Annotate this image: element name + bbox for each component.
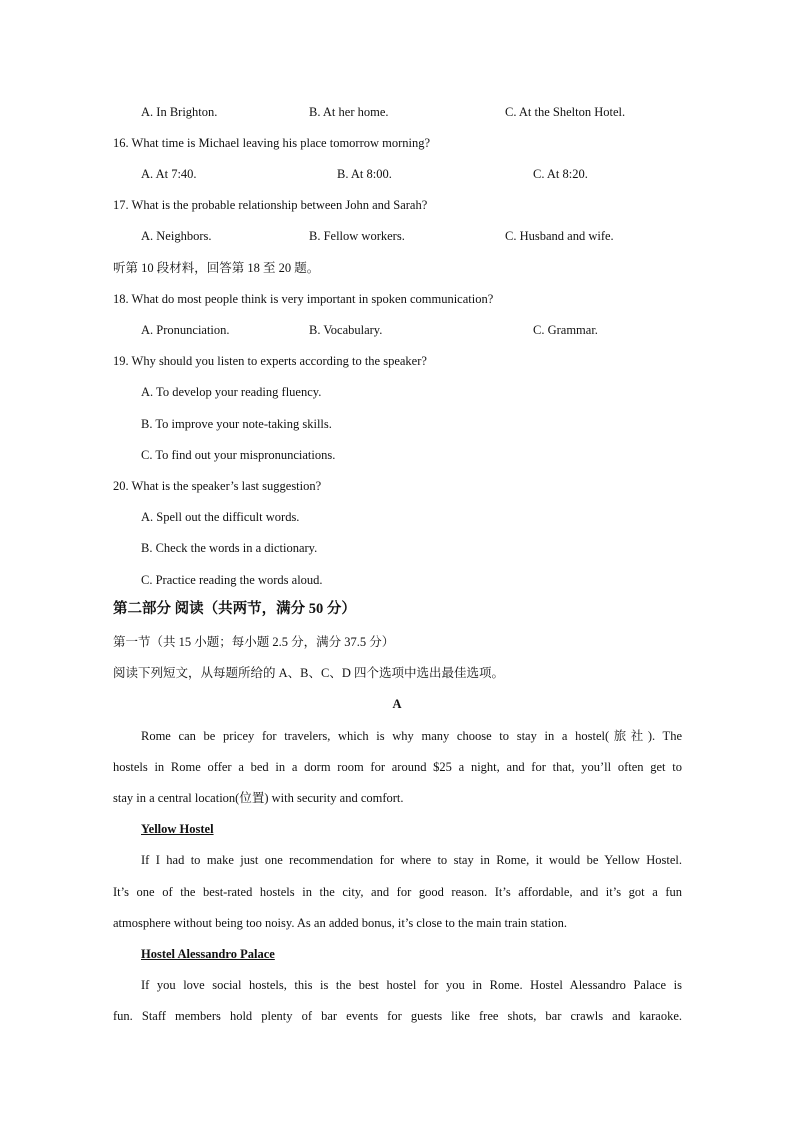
q18-option-a: A. Pronunciation.: [141, 323, 230, 337]
q16-option-b: B. At 8:00.: [337, 167, 392, 181]
section10-instruction: 听第 10 段材料，回答第 18 至 20 题。: [113, 261, 320, 275]
para1-line-3: atmosphere without being too noisy. As an added bonus, it’s close to the main train station.: [113, 916, 567, 930]
hostel-heading-alessandro: Hostel Alessandro Palace: [141, 947, 275, 961]
q19-option-a: A. To develop your reading fluency.: [141, 385, 322, 399]
q20-option-c: C. Practice reading the words aloud.: [141, 573, 323, 587]
para1-line-2: It’s one of the best-rated hostels in the city, and for good reason. It’s affordable, and it’s got a fun: [113, 885, 682, 899]
q18-option-b: B. Vocabulary.: [309, 323, 383, 337]
q15-option-a: A. In Brighton.: [141, 105, 218, 119]
passage-letter: A: [392, 697, 402, 711]
passage-intro-line-3: stay in a central location(位置) with security and comfort.: [113, 791, 404, 805]
passage-intro-line-2: hostels in Rome offer a bed in a dorm room for around $25 a night, and for that, you’ll often get to: [113, 760, 682, 774]
q16-stem: 16. What time is Michael leaving his place tomorrow morning?: [113, 136, 431, 150]
q20-option-a: A. Spell out the difficult words.: [141, 510, 300, 524]
q18-option-c: C. Grammar.: [533, 323, 598, 337]
reading-instruction: 阅读下列短文，从每题所给的 A、B、C、D 四个选项中选出最佳选项。: [113, 666, 504, 680]
para1-line-1: If I had to make just one recommendation for where to stay in Rome, it would be Yellow Hostel.: [141, 853, 682, 867]
q19-option-c: C. To find out your mispronunciations.: [141, 448, 336, 462]
q20-stem: 20. What is the speaker’s last suggestion?: [113, 479, 322, 493]
section1-heading: 第一节（共 15 小题；每小题 2.5 分，满分 37.5 分）: [113, 635, 395, 649]
q15-option-c: C. At the Shelton Hotel.: [505, 105, 626, 119]
q19-stem: 19. Why should you listen to experts according to the speaker?: [113, 354, 427, 368]
q16-option-c: C. At 8:20.: [533, 167, 588, 181]
passage-intro-line-1: Rome can be pricey for travelers, which is why many choose to stay in a hostel(旅社). The: [141, 729, 682, 743]
q19-option-b: B. To improve your note-taking skills.: [141, 417, 332, 431]
q17-stem: 17. What is the probable relationship between John and Sarah?: [113, 198, 428, 212]
q17-option-a: A. Neighbors.: [141, 229, 212, 243]
q20-option-b: B. Check the words in a dictionary.: [141, 541, 318, 555]
q17-option-c: C. Husband and wife.: [505, 229, 614, 243]
part2-heading: 第二部分 阅读（共两节，满分 50 分）: [113, 601, 356, 617]
q16-option-a: A. At 7:40.: [141, 167, 197, 181]
q18-stem: 18. What do most people think is very important in spoken communication?: [113, 292, 494, 306]
para2-line-1: If you love social hostels, this is the best hostel for you in Rome. Hostel Alessandro Palace is: [141, 978, 682, 992]
para2-line-2: fun. Staff members hold plenty of bar events for guests like free shots, bar crawls and karaoke.: [113, 1009, 682, 1023]
q15-option-b: B. At her home.: [309, 105, 389, 119]
hostel-heading-yellow: Yellow Hostel: [141, 822, 214, 836]
q17-option-b: B. Fellow workers.: [309, 229, 405, 243]
